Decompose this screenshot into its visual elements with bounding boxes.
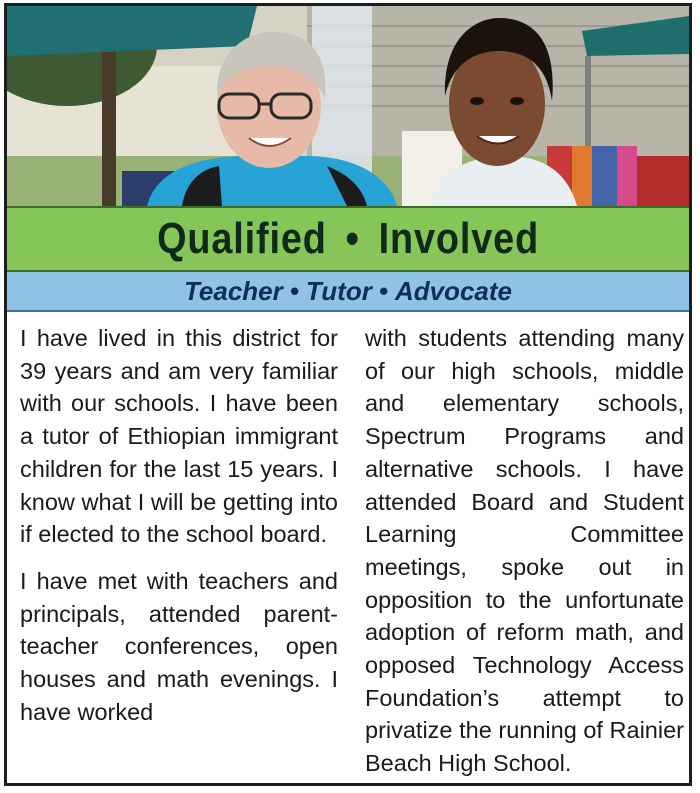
role-separator: • (378, 275, 388, 306)
headline-banner (7, 206, 689, 272)
flyer-panel (4, 3, 692, 786)
body-paragraph: I have met with teachers and principals, attended parent-teacher conferences, open houses and math evenings. I have worked (20, 567, 338, 725)
body-column-left (20, 322, 338, 728)
headline-separator: • (345, 214, 360, 263)
body-column-right (365, 322, 684, 780)
roles-band (7, 272, 689, 312)
headline-involved: Involved (378, 214, 539, 263)
body-paragraph: with students attending many of our high schools, middle and elementary schools, Spectrum Programs and alternative schools. I have attended Board and Student Learning Committee meetings, spoke out in opposition to the unfortunate adoption of reform math, and opposed Technology Access Foundation’s attempt to privatize the running of Rainier Beach High School. (365, 325, 684, 777)
headline (157, 214, 539, 264)
candidate-photo (7, 6, 689, 206)
role-separator: • (289, 275, 299, 306)
headline-qualified: Qualified (157, 214, 327, 263)
roles-subhead (184, 276, 512, 307)
role-tutor: Tutor (305, 275, 372, 306)
role-teacher: Teacher (184, 275, 283, 306)
body-paragraph: I have lived in this district for 39 years and am very familiar with our schools. I have been a tutor of Ethiopian immigrant children for the last 15 years. I know what I will be getting into if elected to the school board. (20, 325, 338, 548)
role-advocate: Advocate (394, 275, 512, 306)
